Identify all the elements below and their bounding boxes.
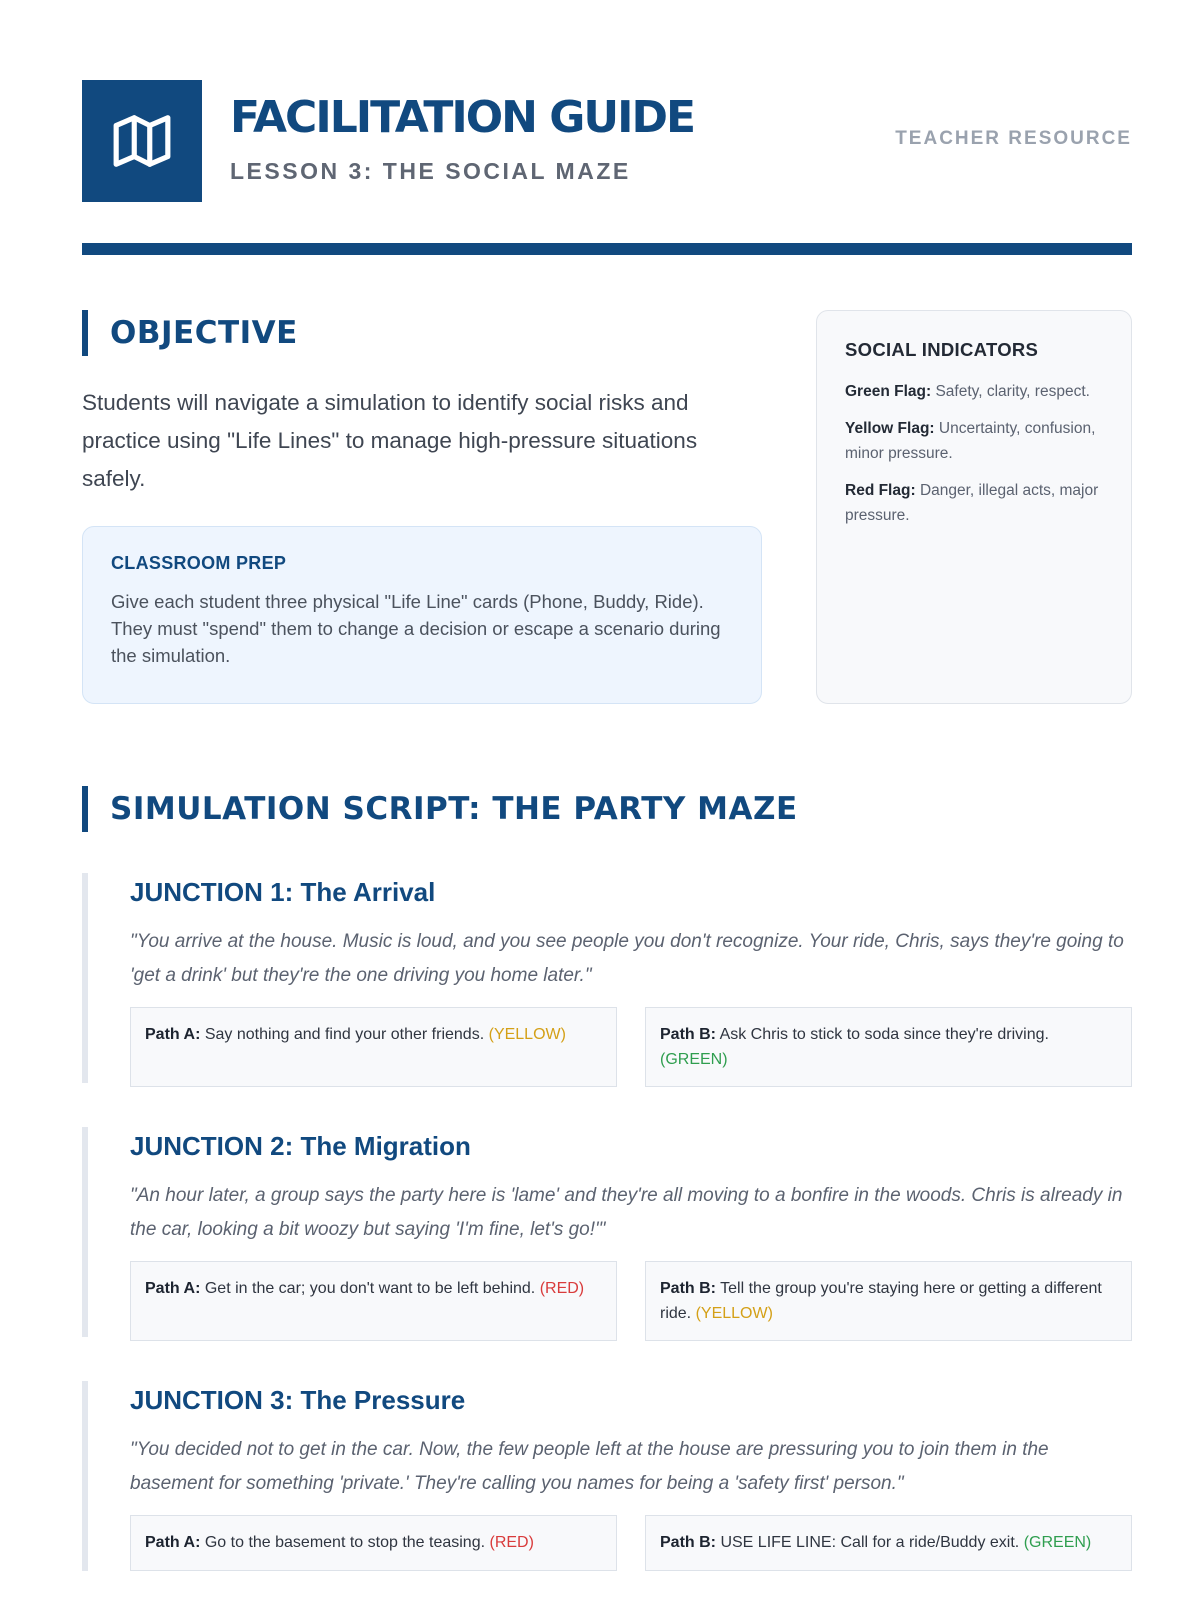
junction-quote: "An hour later, a group says the party here is 'lame' and they're all moving to a bonfire in the woods. Chris is already in the car, looking a bit woozy but saying 'I'm fine, let's go!'" — [130, 1185, 1123, 1240]
junction-paths — [130, 1515, 1132, 1571]
path-label: Path B: — [660, 1026, 716, 1043]
classroom-prep-text: Give each student three physical "Life Line" cards (Phone, Buddy, Ride). They must "spend" them to change a decision or escape a scenario during the simulation. — [111, 591, 721, 666]
path-flag: (RED) — [489, 1534, 534, 1551]
social-indicators-heading: SOCIAL INDICATORS — [845, 339, 1039, 360]
path-text: Go to the basement to stop the teasing. — [204, 1534, 486, 1551]
path-b-card — [645, 1007, 1132, 1087]
path-label: Path A: — [145, 1026, 201, 1043]
path-text: Tell the group you're staying here or getting a different ride. — [660, 1280, 1102, 1322]
path-flag: (YELLOW) — [695, 1305, 773, 1322]
junction-quote: "You arrive at the house. Music is loud, and you see people you don't recognize. Your ride, Chris, says they're going to 'get a drink' but they're the one driving you home later." — [130, 931, 1124, 986]
indicator-label: Red Flag: — [845, 482, 916, 499]
path-text: Say nothing and find your other friends. — [204, 1026, 485, 1043]
path-label: Path B: — [660, 1534, 716, 1551]
classroom-prep-box — [82, 526, 762, 704]
social-indicators-box — [816, 310, 1132, 704]
junction-title: JUNCTION 3: The Pressure — [130, 1385, 466, 1415]
objective-heading — [82, 310, 298, 356]
path-flag: (GREEN) — [1023, 1534, 1092, 1551]
classroom-prep-heading: CLASSROOM PREP — [111, 553, 287, 573]
simulation-heading-text: SIMULATION SCRIPT: THE PARTY MAZE — [110, 791, 798, 827]
junction-title: JUNCTION 1: The Arrival — [130, 877, 436, 907]
junction-paths — [130, 1261, 1132, 1341]
indicator-red — [845, 478, 1103, 528]
path-a-card — [130, 1007, 617, 1087]
junction-3 — [82, 1381, 1132, 1571]
path-text: USE LIFE LINE: Call for a ride/Buddy exit. — [720, 1534, 1020, 1551]
resource-label: TEACHER RESOURCE — [895, 128, 1132, 149]
path-flag: (YELLOW) — [488, 1026, 566, 1043]
simulation-heading — [82, 786, 798, 832]
objective-text: Students will navigate a simulation to identify social risks and practice using "Life Lines" to manage high-pressure situations safely. — [82, 390, 698, 491]
path-label: Path B: — [660, 1280, 716, 1297]
heading-accent-bar — [82, 310, 88, 356]
page-subtitle: LESSON 3: THE SOCIAL MAZE — [230, 158, 631, 184]
indicator-green — [845, 379, 1103, 404]
junction-2 — [82, 1127, 1132, 1337]
junction-1 — [82, 873, 1132, 1083]
path-b-card — [645, 1515, 1132, 1571]
header — [82, 80, 1132, 202]
header-divider — [82, 243, 1132, 255]
path-b-card — [645, 1261, 1132, 1341]
heading-accent-bar — [82, 786, 88, 832]
indicator-label: Green Flag: — [845, 383, 932, 400]
indicator-text: Uncertainty, confusion, minor pressure. — [845, 420, 1096, 462]
page-title: FACILITATION GUIDE — [230, 92, 695, 143]
indicator-text: Safety, clarity, respect. — [935, 383, 1090, 400]
indicator-yellow — [845, 416, 1103, 466]
logo — [82, 80, 202, 202]
objective-heading-text: OBJECTIVE — [110, 315, 298, 351]
path-a-card — [130, 1515, 617, 1571]
indicator-text: Danger, illegal acts, major pressure. — [845, 482, 1099, 524]
path-label: Path A: — [145, 1280, 201, 1297]
path-flag: (RED) — [539, 1280, 585, 1297]
facilitation-guide-page — [82, 80, 1132, 1551]
junction-title: JUNCTION 2: The Migration — [130, 1131, 471, 1161]
path-label: Path A: — [145, 1534, 201, 1551]
junction-quote: "You decided not to get in the car. Now, the few people left at the house are pressuring you to join them in the basement for something 'private.' They're calling you names for being a 'safety first' person." — [130, 1439, 1049, 1494]
indicator-label: Yellow Flag: — [845, 420, 935, 437]
junction-paths — [130, 1007, 1132, 1087]
path-a-card — [130, 1261, 617, 1341]
path-text: Get in the car; you don't want to be left behind. — [204, 1280, 536, 1297]
map-icon — [111, 110, 173, 172]
path-flag: (GREEN) — [660, 1051, 728, 1068]
path-text: Ask Chris to stick to soda since they're driving. — [719, 1026, 1049, 1043]
